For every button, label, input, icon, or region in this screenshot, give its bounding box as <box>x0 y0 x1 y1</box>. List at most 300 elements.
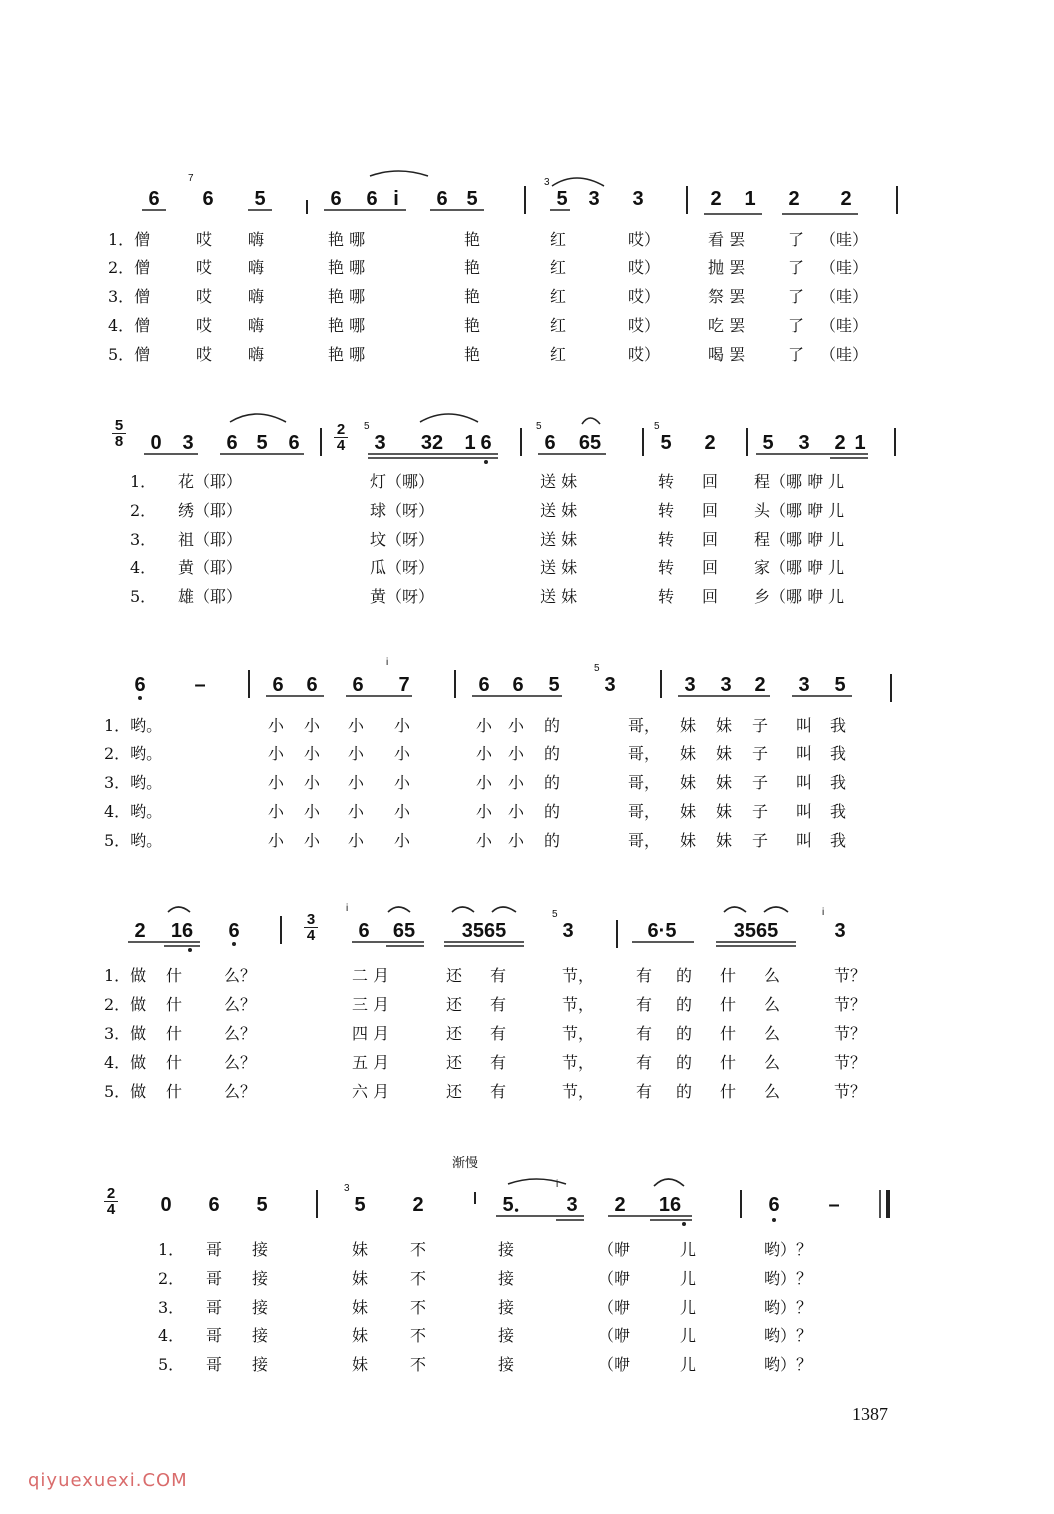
lyric-word: 什 <box>166 995 183 1014</box>
lyric-word: 有 <box>636 966 653 985</box>
lyric-word: 小 <box>268 802 285 821</box>
note: 6 <box>208 1194 220 1216</box>
lyric-line <box>0 1240 1054 1269</box>
note: 5 <box>256 1194 268 1216</box>
note: 32 <box>420 432 444 454</box>
lyric-word: 哎） <box>628 258 661 277</box>
lyric-word: 5．僧 <box>108 345 151 364</box>
lyric-word: 小 <box>304 802 321 821</box>
lyric-word: 叫 <box>796 744 813 763</box>
lyric-word: 喝 罢 <box>708 345 746 364</box>
lyric-word: 球（呀） <box>370 501 435 520</box>
lyric-word: 的 <box>676 966 693 985</box>
lyric-word: 节， <box>562 1082 595 1101</box>
lyric-word: 绣（耶） <box>178 501 243 520</box>
lyric-word: 有 <box>490 1053 507 1072</box>
lyric-word: 不 <box>410 1298 427 1317</box>
lyric-word: 抛 罢 <box>708 258 746 277</box>
lyric-word: 4．做 <box>104 1053 147 1072</box>
lyric-word: 哎） <box>628 230 661 249</box>
lyric-word: 么？ <box>224 1053 257 1072</box>
note: – <box>828 1194 840 1216</box>
lyric-word: 什 <box>166 1024 183 1043</box>
lyric-word: 哥， <box>628 773 661 792</box>
lyric-word: （咿 <box>598 1326 631 1345</box>
lyric-word: 程（哪 咿 儿 <box>754 472 845 491</box>
lyric-word: 妹 <box>680 716 697 735</box>
lyric-word: 1． <box>130 472 157 491</box>
lyric-word: 小 <box>508 716 525 735</box>
lyric-word: 叫 <box>796 802 813 821</box>
lyric-word: 小 <box>394 716 411 735</box>
note: 16 <box>170 920 194 942</box>
lyric-word: 小 <box>348 831 365 850</box>
lyric-word: 红 <box>550 287 567 306</box>
note: 3 <box>588 188 600 210</box>
lyric-word: 接 <box>252 1355 269 1374</box>
barline <box>520 428 522 456</box>
note: 6·5 <box>647 920 677 942</box>
lyric-word: 子 <box>752 716 769 735</box>
lyric-word: 什 <box>720 966 737 985</box>
note: 3 <box>566 1194 578 1216</box>
note: 5 <box>660 432 672 454</box>
lyric-word: 小 <box>476 802 493 821</box>
note: 6 <box>436 188 448 210</box>
lyric-word: 哥， <box>628 744 661 763</box>
lyric-word: 子 <box>752 831 769 850</box>
note: i <box>393 188 399 210</box>
lyric-word: 节， <box>562 1024 595 1043</box>
lyric-word: 黄（呀） <box>370 587 435 606</box>
note: 5 <box>556 188 568 210</box>
lyric-word: 有 <box>636 1024 653 1043</box>
lyric-word: 的 <box>676 1082 693 1101</box>
lyric-word: 哎） <box>628 345 661 364</box>
lyric-word: 1． <box>158 1240 185 1259</box>
note: 3 <box>182 432 194 454</box>
lyric-word: 看 罢 <box>708 230 746 249</box>
lyric-word: 了 <box>788 316 805 335</box>
lyric-word: 花（耶） <box>178 472 243 491</box>
lyric-word: 五 月 <box>352 1053 390 1072</box>
lyric-word: 2． <box>130 501 157 520</box>
lyric-word: 坟（呀） <box>370 530 435 549</box>
lyric-word: 哎） <box>628 287 661 306</box>
lyric-word: 的 <box>544 831 561 850</box>
lyric-word: 小 <box>508 802 525 821</box>
note: 5 <box>256 432 268 454</box>
note: 3 <box>798 432 810 454</box>
lyric-word: 接 <box>252 1326 269 1345</box>
note: 6 <box>226 432 238 454</box>
lyric-word: 哟）？ <box>764 1240 813 1259</box>
lyric-word: （哇） <box>820 258 869 277</box>
lyric-word: 了 <box>788 345 805 364</box>
lyric-word: 回 <box>702 530 719 549</box>
lyric-word: 的 <box>544 716 561 735</box>
time-signature: 2 4 <box>334 422 348 453</box>
lyric-word: 妹 <box>716 773 733 792</box>
lyric-word: 儿 <box>680 1326 697 1345</box>
barline <box>280 916 282 944</box>
lyric-word: 回 <box>702 472 719 491</box>
lyric-word: 有 <box>636 995 653 1014</box>
lyric-word: 叫 <box>796 773 813 792</box>
lyric-word: 回 <box>702 587 719 606</box>
note: 6 <box>366 188 378 210</box>
barline <box>474 1192 476 1204</box>
lyric-word: 哟）？ <box>764 1355 813 1374</box>
lyric-word: 小 <box>304 744 321 763</box>
lyric-word: 小 <box>348 744 365 763</box>
lyric-word: 妹 <box>716 744 733 763</box>
lyric-word: 5．做 <box>104 1082 147 1101</box>
grace-note: 5 <box>552 909 558 920</box>
note: 6 <box>134 674 146 696</box>
lyric-word: 2． <box>158 1269 185 1288</box>
lyric-word: 什 <box>720 1082 737 1101</box>
lyric-word: 儿 <box>680 1355 697 1374</box>
lyric-word: 哎 <box>196 258 213 277</box>
note: 6 <box>480 432 492 454</box>
lyric-word: 艳 <box>464 258 481 277</box>
final-barline <box>886 1190 890 1218</box>
lyric-word: 艳 <box>464 316 481 335</box>
note: – <box>194 674 206 696</box>
grace-note: 3 <box>344 1183 350 1194</box>
lyric-word: 艳 哪 <box>328 316 366 335</box>
lyric-word: 的 <box>544 802 561 821</box>
note: 65 <box>578 432 602 454</box>
lyric-word: 我 <box>830 831 847 850</box>
lyric-word: 红 <box>550 345 567 364</box>
lyric-word: 乡（哪 咿 儿 <box>754 587 845 606</box>
lyric-word: 回 <box>702 558 719 577</box>
lyric-word: 叫 <box>796 716 813 735</box>
lyric-word: 了 <box>788 230 805 249</box>
lyric-line <box>0 345 1054 374</box>
lyric-word: 妹 <box>716 831 733 850</box>
note: 3 <box>798 674 810 696</box>
lyric-word: 么 <box>764 1053 781 1072</box>
note: 2 <box>412 1194 424 1216</box>
lyric-word: 小 <box>476 716 493 735</box>
lyric-word: 接 <box>498 1269 515 1288</box>
grace-note: 5 <box>594 663 600 674</box>
note: 3565 <box>461 920 507 942</box>
barline <box>616 920 618 948</box>
barline <box>890 674 892 702</box>
note: 3 <box>684 674 696 696</box>
lyric-word: 哎 <box>196 287 213 306</box>
lyric-word: 哥 <box>206 1355 223 1374</box>
lyric-word: 哎 <box>196 230 213 249</box>
note: 6 <box>272 674 284 696</box>
lyric-word: 六 月 <box>352 1082 390 1101</box>
note: 3565 <box>733 920 779 942</box>
lyric-word: 艳 <box>464 230 481 249</box>
lyric-word: 节？ <box>834 1082 867 1101</box>
lyric-word: 么？ <box>224 1082 257 1101</box>
lyric-word: 哥， <box>628 802 661 821</box>
lyric-word: 妹 <box>680 802 697 821</box>
lyric-word: 还 <box>446 1082 463 1101</box>
lyric-line <box>0 287 1054 316</box>
lyric-line <box>0 1355 1054 1384</box>
note: 6 <box>544 432 556 454</box>
lyric-word: 小 <box>394 831 411 850</box>
grace-note: 7 <box>188 173 194 184</box>
lyric-word: 转 <box>658 587 675 606</box>
lyric-line <box>0 716 1054 745</box>
grace-note: i <box>346 903 349 914</box>
lyric-word: 2．做 <box>104 995 147 1014</box>
lyric-line <box>0 802 1054 831</box>
lyric-word: 接 <box>252 1240 269 1259</box>
lyric-word: 妹 <box>352 1298 369 1317</box>
lyric-word: 妹 <box>680 773 697 792</box>
note: 5 <box>834 674 846 696</box>
lyric-word: 哟）？ <box>764 1298 813 1317</box>
grace-note: 5 <box>364 421 370 432</box>
note: 5 <box>466 188 478 210</box>
lyric-word: 2．哟。 <box>104 744 163 763</box>
lyric-word: 还 <box>446 1024 463 1043</box>
note: 5 <box>548 674 560 696</box>
lyric-line <box>0 1024 1054 1053</box>
page-number: 1387 <box>852 1404 888 1424</box>
time-signature: 2 4 <box>104 1186 118 1217</box>
lyric-word: 1．哟。 <box>104 716 163 735</box>
lyric-word: 么 <box>764 995 781 1014</box>
lyric-word: 祖（耶） <box>178 530 243 549</box>
note: 6 <box>768 1194 780 1216</box>
lyric-word: 什 <box>720 995 737 1014</box>
lyric-line <box>0 230 1054 259</box>
lyric-word: 还 <box>446 1053 463 1072</box>
lyric-word: 1．做 <box>104 966 147 985</box>
notes-row <box>0 657 1054 714</box>
lyric-word: 儿 <box>680 1298 697 1317</box>
lyric-word: 的 <box>676 1024 693 1043</box>
lyric-word: 嗨 <box>248 287 265 306</box>
barline <box>316 1190 318 1218</box>
lyric-word: 么 <box>764 966 781 985</box>
note: 2 <box>704 432 716 454</box>
lyric-word: 家（哪 咿 儿 <box>754 558 845 577</box>
lyric-word: 接 <box>498 1240 515 1259</box>
lyric-word: 妹 <box>716 716 733 735</box>
note: 6 <box>202 188 214 210</box>
lyric-word: 接 <box>498 1298 515 1317</box>
lyric-word: 红 <box>550 230 567 249</box>
lyric-word: 有 <box>636 1082 653 1101</box>
lyric-word: 小 <box>268 831 285 850</box>
lyric-word: 妹 <box>680 831 697 850</box>
lyric-line <box>0 501 1054 530</box>
lyric-word: 不 <box>410 1355 427 1374</box>
lyric-word: （咿 <box>598 1240 631 1259</box>
lyric-word: 转 <box>658 472 675 491</box>
lyric-word: 小 <box>508 773 525 792</box>
lyric-word: 黄（耶） <box>178 558 243 577</box>
lyric-word: 红 <box>550 258 567 277</box>
lyric-word: 么？ <box>224 966 257 985</box>
lyric-word: 2．僧 <box>108 258 151 277</box>
watermark: qiyuexuexi.COM <box>28 1470 188 1491</box>
lyric-word: 有 <box>490 1024 507 1043</box>
lyric-word: 我 <box>830 773 847 792</box>
note: 7 <box>398 674 410 696</box>
lyric-word: 子 <box>752 744 769 763</box>
lyric-line <box>0 472 1054 501</box>
barline <box>306 200 308 214</box>
grace-note: 5 <box>536 421 542 432</box>
note: 3 <box>834 920 846 942</box>
lyric-word: 儿 <box>680 1240 697 1259</box>
note: 2 <box>834 432 846 454</box>
note: 6 <box>512 674 524 696</box>
note: 6 <box>306 674 318 696</box>
lyric-word: 有 <box>490 995 507 1014</box>
lyric-word: 送 妹 <box>540 472 578 491</box>
lyric-word: 吃 罢 <box>708 316 746 335</box>
lyric-word: 转 <box>658 558 675 577</box>
lyric-word: 妹 <box>352 1355 369 1374</box>
lyric-word: 节？ <box>834 966 867 985</box>
lyric-word: 我 <box>830 802 847 821</box>
lyric-word: 的 <box>544 744 561 763</box>
lyric-word: 哎） <box>628 316 661 335</box>
note: 65 <box>392 920 416 942</box>
note: 2 <box>710 188 722 210</box>
lyric-word: 转 <box>658 501 675 520</box>
lyric-word: 妹 <box>680 744 697 763</box>
lyric-word: 灯（哪） <box>370 472 435 491</box>
lyric-word: 妹 <box>352 1326 369 1345</box>
lyric-word: （咿 <box>598 1298 631 1317</box>
lyric-word: 哥 <box>206 1298 223 1317</box>
lyric-word: 么 <box>764 1024 781 1043</box>
lyric-line <box>0 831 1054 860</box>
lyric-word: （哇） <box>820 316 869 335</box>
lyric-word: 四 月 <box>352 1024 390 1043</box>
note: 6 <box>288 432 300 454</box>
lyric-word: 小 <box>304 773 321 792</box>
lyric-word: 哟）？ <box>764 1326 813 1345</box>
note: 5 <box>762 432 774 454</box>
lyric-word: 艳 <box>464 345 481 364</box>
lyric-word: 什 <box>166 1053 183 1072</box>
note: 1 <box>744 188 756 210</box>
lyric-word: 嗨 <box>248 230 265 249</box>
lyric-word: 嗨 <box>248 258 265 277</box>
note: 3 <box>720 674 732 696</box>
lyric-word: 妹 <box>716 802 733 821</box>
note: 0 <box>150 432 162 454</box>
note: 6 <box>478 674 490 696</box>
lyric-line <box>0 1082 1054 1111</box>
lyric-line <box>0 1326 1054 1355</box>
lyric-word: 节， <box>562 966 595 985</box>
lyric-word: 瓜（呀） <box>370 558 435 577</box>
lyric-word: （咿 <box>598 1269 631 1288</box>
lyric-word: 的 <box>676 1053 693 1072</box>
grace-note: 5 <box>654 421 660 432</box>
note: 1 <box>854 432 866 454</box>
lyric-word: 送 妹 <box>540 587 578 606</box>
lyric-word: 小 <box>394 744 411 763</box>
lyric-word: 的 <box>544 773 561 792</box>
lyric-word: 艳 哪 <box>328 230 366 249</box>
lyric-word: 哥， <box>628 831 661 850</box>
lyric-word: 4． <box>158 1326 185 1345</box>
lyric-line <box>0 558 1054 587</box>
lyric-word: 3． <box>130 530 157 549</box>
lyric-word: 小 <box>348 802 365 821</box>
note: 6 <box>358 920 370 942</box>
lyric-word: 小 <box>508 831 525 850</box>
lyric-line <box>0 1269 1054 1298</box>
lyric-word: 我 <box>830 716 847 735</box>
barline <box>896 186 898 214</box>
lyric-word: 小 <box>348 716 365 735</box>
barline <box>642 428 644 456</box>
lyric-word: 小 <box>348 773 365 792</box>
lyric-line <box>0 1053 1054 1082</box>
lyric-word: 送 妹 <box>540 530 578 549</box>
note: 5 <box>254 188 266 210</box>
lyric-word: 4． <box>130 558 157 577</box>
lyric-word: 哥 <box>206 1326 223 1345</box>
lyric-word: 程（哪 咿 儿 <box>754 530 845 549</box>
note: 2 <box>788 188 800 210</box>
lyric-word: 哎 <box>196 316 213 335</box>
barline <box>454 670 456 698</box>
lyric-word: 什 <box>166 966 183 985</box>
lyric-word: 小 <box>476 744 493 763</box>
note: 6 <box>228 920 240 942</box>
grace-note: i <box>556 1179 559 1190</box>
lyric-word: 送 妹 <box>540 558 578 577</box>
lyric-word: 接 <box>498 1355 515 1374</box>
lyric-word: 小 <box>394 802 411 821</box>
note: 5． <box>502 1194 534 1216</box>
lyric-word: 哥 <box>206 1240 223 1259</box>
lyric-word: 5． <box>130 587 157 606</box>
lyric-word: 艳 <box>464 287 481 306</box>
lyric-word: 小 <box>476 831 493 850</box>
lyric-word: 嗨 <box>248 316 265 335</box>
lyric-word: 妹 <box>352 1269 369 1288</box>
lyric-word: 有 <box>636 1053 653 1072</box>
lyric-word: 子 <box>752 802 769 821</box>
lyric-word: 了 <box>788 287 805 306</box>
lyric-word: 的 <box>676 995 693 1014</box>
tempo-marking: 渐慢 <box>452 1156 479 1171</box>
lyric-word: 雄（耶） <box>178 587 243 606</box>
note: 2 <box>614 1194 626 1216</box>
lyric-word: 接 <box>498 1326 515 1345</box>
lyric-word: 有 <box>490 1082 507 1101</box>
lyric-word: 哥 <box>206 1269 223 1288</box>
lyric-word: 还 <box>446 966 463 985</box>
lyric-word: 不 <box>410 1269 427 1288</box>
lyric-word: 送 妹 <box>540 501 578 520</box>
lyric-word: 节， <box>562 995 595 1014</box>
lyric-line <box>0 258 1054 287</box>
